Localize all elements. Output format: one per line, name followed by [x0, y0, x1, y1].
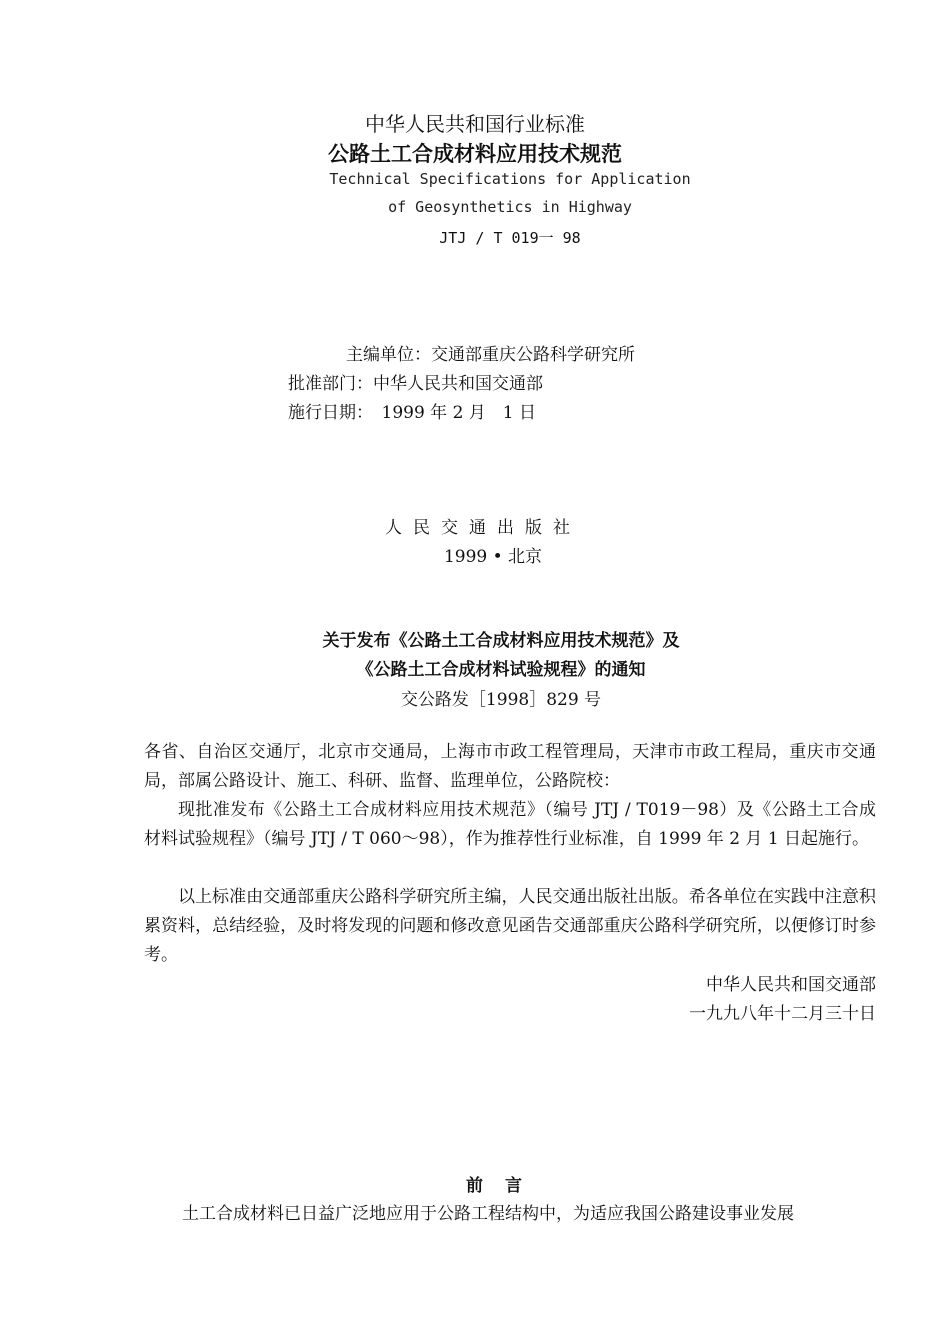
- standard-type: 中华人民共和国行业标准: [365, 112, 585, 136]
- foreword-first-line: 土工合成材料已日益广泛地应用于公路工程结构中，为适应我国公路建设事业发展: [182, 1204, 794, 1224]
- publisher-year-city: 1999 • 北京: [443, 547, 543, 567]
- effective-date: 施行日期： 1999 年 2 月 1 日: [288, 403, 537, 423]
- notice-paragraph-2: 以上标准由交通部重庆公路科学研究所主编，人民交通出版社出版。希各单位在实践中注意积累资料，总结经验，及时将发现的问题和修改意见函告交通部重庆公路科学研究所，以便修订时参考。: [144, 887, 876, 965]
- notice-signer: 中华人民共和国交通部: [706, 975, 876, 995]
- notice-addressees: 各省、自治区交通厅，北京市交通局，上海市市政工程管理局，天津市市政工程局，重庆市交通局，部属公路设计、施工、科研、监督、监理单位，公路院校：: [144, 742, 876, 791]
- standard-code: JTJ / T 019一 98: [439, 229, 581, 247]
- editor-unit: 主编单位：交通部重庆公路科学研究所: [346, 345, 635, 365]
- notice-title-line-2: 《公路土工合成材料试验规程》的通知: [356, 660, 646, 680]
- notice-document-number: 交公路发［1998］829 号: [400, 690, 602, 710]
- foreword-heading: 前言: [466, 1176, 544, 1196]
- notice-title-line-1: 关于发布《公路土工合成材料应用技术规范》及: [322, 631, 680, 651]
- english-title-line-1: Technical Specifications for Application: [329, 170, 691, 188]
- approval-department: 批准部门：中华人民共和国交通部: [288, 374, 543, 394]
- english-title-line-2: of Geosynthetics in Highway: [388, 198, 632, 216]
- document-title: 公路土工合成材料应用技术规范: [328, 142, 622, 166]
- publisher-name: 人民交通出版社: [385, 518, 581, 538]
- notice-sign-date: 一九九八年十二月三十日: [689, 1004, 876, 1024]
- notice-paragraph-1: 现批准发布《公路土工合成材料应用技术规范》（编号 JTJ / T019－98）及《公路土工合成材料试验规程》（编号 JTJ / T 060～98），作为推荐性行业标准，自 1999 年 2 月 1 日起施行。: [144, 800, 876, 849]
